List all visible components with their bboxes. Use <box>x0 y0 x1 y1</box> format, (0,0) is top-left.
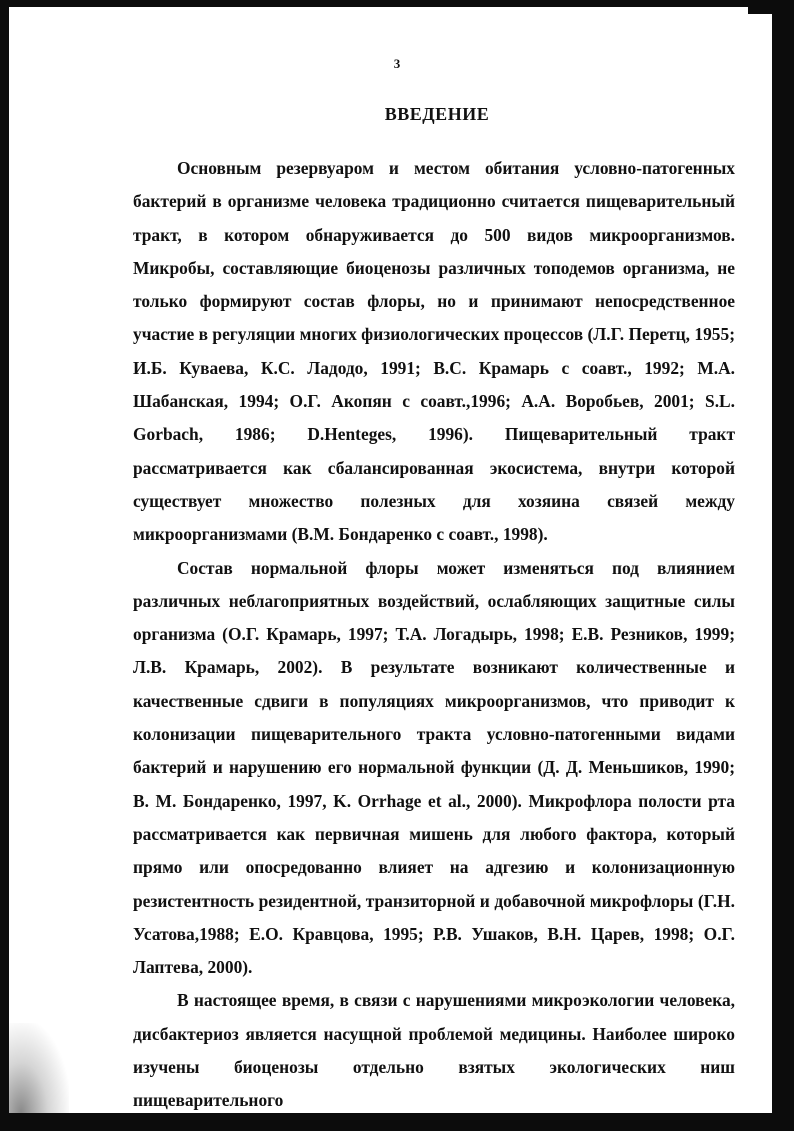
page-heading: ВВЕДЕНИЕ <box>384 104 490 124</box>
scan-border-left <box>0 0 9 1131</box>
paragraph-1: Основным резервуаром и местом обитания условно-патогенных бактерий в организме человека традиционно считается пищеварительный тракт, в котором обнаруживается до 500 видов микроорганизмов. Микробы, составляющие биоценозы различных топодемов организма, не только формируют состав флоры, но и принимают непосредственное участие в регуляции многих физиологических процессов (Л.Г. Перетц, 1955; И.Б. Куваева, К.С. Ладодо, 1991; В.С. Крамарь с соавт., 1992; М.А. Шабанская, 1994; О.Г. Акопян с соавт.,1996; А.А. Воробьев, 2001; S.L. Gorbach, 1986; D.Henteges, 1996). Пищеварительный тракт рассматривается как сбалансированная экосистема, внутри которой существует множество полезных для хозяина связей между микроорганизмами (В.М. Бондаренко с соавт., 1998). <box>133 158 735 545</box>
scan-border-right <box>772 0 794 1131</box>
body-text <box>133 152 735 1118</box>
scan-corner-top-right <box>748 0 772 14</box>
scan-border-top <box>0 0 794 7</box>
page-number: 3 <box>393 56 401 71</box>
scan-smudge <box>9 1023 69 1113</box>
paragraph-2: Состав нормальной флоры может изменяться под влиянием различных неблагоприятных воздействий, ослабляющих защитные силы организма (О.Г. Крамарь, 1997; Т.А. Логадырь, 1998; Е.В. Резников, 1999; Л.В. Крамарь, 2002). В результате возникают количественные и качественные сдвиги в популяциях микроорганизмов, что приводит к колонизации пищеварительного тракта условно-патогенными видами бактерий и нарушению его нормальной функции (Д. Д. Меньшиков, 1990; В. М. Бондаренко, 1997, K. Orrhage et al., 2000). Микрофлора полости рта рассматривается как первичная мишень для любого фактора, который прямо или опосредованно влияет на адгезию и колонизационную резистентность резидентной, транзиторной и добавочной микрофлоры (Г.Н. Усатова,1988; Е.О. Кравцова, 1995; Р.В. Ушаков, В.Н. Царев, 1998; О.Г. Лаптева, 2000). <box>133 557 735 978</box>
paragraph-3: В настоящее время, в связи с нарушениями микроэкологии человека, дисбактериоз является насущной проблемой медицины. Наиболее широко изучены биоценозы отдельно взятых экологических ниш пищеварительного <box>133 990 735 1111</box>
